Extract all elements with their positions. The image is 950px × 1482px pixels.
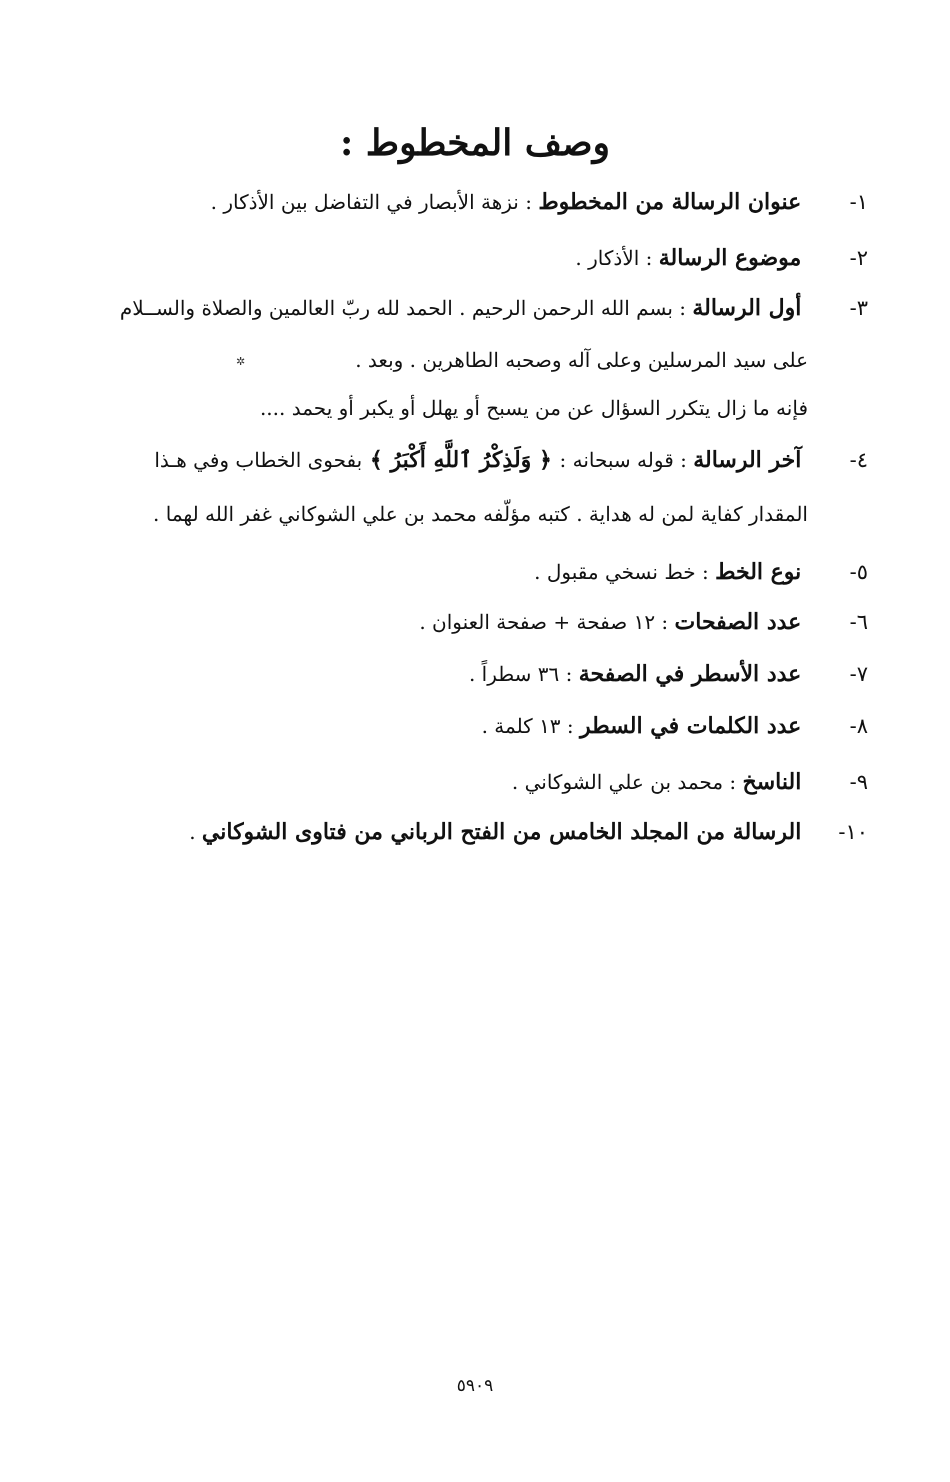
item-number: ٤-	[849, 448, 868, 472]
item-value: : الأذكار .	[575, 246, 659, 270]
page-title: وصف المخطوط :	[339, 122, 611, 164]
item-value: : ١٢ صفحة + صفحة العنوان .	[419, 610, 675, 634]
list-item-lines-per-page	[108, 656, 868, 692]
item-value: : خط نسخي مقبول .	[534, 560, 716, 584]
item-number: ٢-	[849, 246, 868, 270]
item-number: ١٠-	[838, 820, 868, 844]
list-item-source-volume	[108, 814, 868, 850]
item-label: الناسخ	[742, 769, 802, 795]
item-continuation-line: المقدار كفاية لمن له هداية . كتبه مؤلّفه محمد بن علي الشوكاني غفر الله لهما .	[153, 502, 808, 526]
list-item-subject	[108, 240, 868, 276]
item-label: عدد الكلمات في السطر	[580, 713, 802, 739]
item-label: نوع الخط	[715, 559, 802, 585]
item-number: ١-	[849, 190, 868, 214]
item-number: ٩-	[849, 770, 868, 794]
asterisk-mark: ✲	[236, 355, 246, 368]
item-value: .	[189, 820, 202, 844]
item-value: : محمد بن علي الشوكاني .	[511, 770, 743, 794]
list-item-page-count	[108, 604, 868, 640]
list-item-words-per-line	[108, 708, 868, 744]
item-label: الرسالة من المجلد الخامس من الفتح الرباني من فتاوى الشوكاني	[201, 819, 802, 845]
item-label: آخر الرسالة	[693, 447, 802, 473]
item-label: عدد الأسطر في الصفحة	[578, 661, 802, 687]
item-number: ٨-	[849, 714, 868, 738]
item-value: : قوله سبحانه :	[559, 448, 694, 472]
page-number: ٥٩٠٩	[456, 1376, 494, 1396]
item-number: ٦-	[849, 610, 868, 634]
item-value: : ١٣ كلمة .	[481, 714, 580, 738]
item-continuation-line: على سيد المرسلين وعلى آله وصحبه الطاهرين . وبعد .	[355, 348, 808, 372]
list-item-title	[108, 184, 868, 220]
list-item-script-type	[108, 554, 868, 590]
item-number: ٧-	[849, 662, 868, 686]
item-number: ٥-	[849, 560, 868, 584]
list-item-ending	[108, 442, 868, 478]
item-number: ٣-	[849, 296, 868, 320]
list-item-copyist	[108, 764, 868, 800]
item-continuation-line: فإنه ما زال يتكرر السؤال عن من يسبح أو يهلل أو يكبر أو يحمد ....	[259, 396, 808, 420]
item-label: عنوان الرسالة من المخطوط	[538, 189, 802, 215]
quran-verse: ﴿ وَلَذِكْرُ ٱللَّهِ أَكْبَرُ ﴾	[362, 447, 560, 473]
item-value: : بسم الله الرحمن الرحيم . الحمد لله ربّ العالمين والصلاة والســلام	[119, 296, 693, 320]
item-label: أول الرسالة	[692, 295, 802, 321]
list-item-beginning	[108, 290, 868, 326]
item-value: : ٣٦ سطراً .	[468, 662, 579, 686]
item-value: بفحوى الخطاب وفي هـذا	[154, 448, 363, 472]
item-label: موضوع الرسالة	[658, 245, 802, 271]
item-label: عدد الصفحات	[674, 609, 802, 635]
item-value: : نزهة الأبصار في التفاضل بين الأذكار .	[210, 190, 539, 214]
